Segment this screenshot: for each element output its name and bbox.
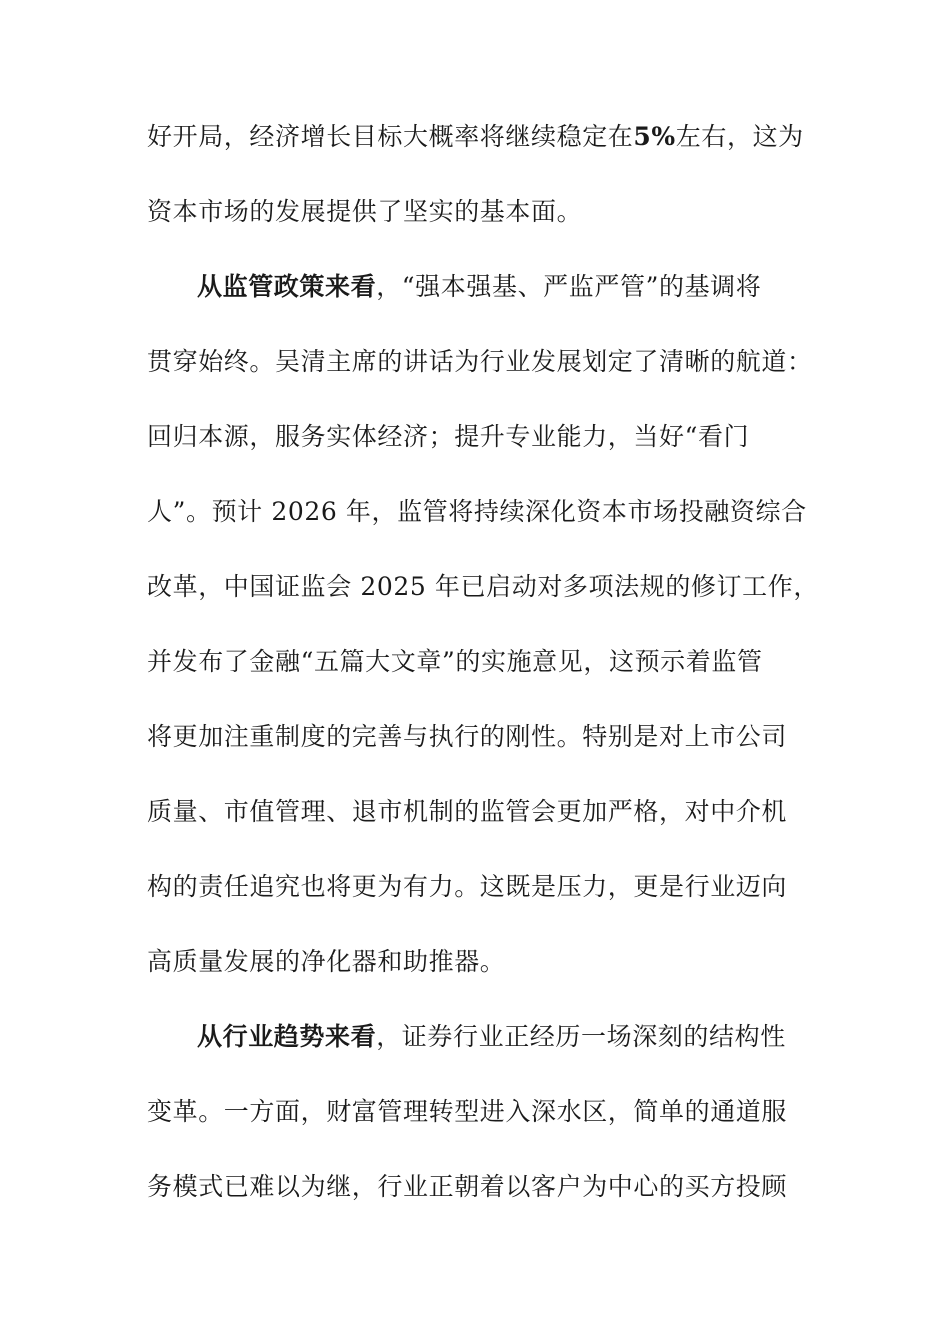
text-run: 高质量发展的净化器和助推器。 — [147, 947, 506, 976]
text-run: ，证券行业正经历一场深刻的结构性 — [376, 1022, 786, 1051]
text-line — [147, 343, 812, 380]
text-line — [147, 1168, 812, 1205]
bold-text-run: 5% — [633, 122, 676, 151]
text-line — [147, 1093, 812, 1130]
text-line — [147, 868, 812, 905]
text-line — [147, 193, 812, 230]
text-line — [147, 118, 812, 155]
text-run: 将更加注重制度的完善与执行的刚性。特别是对上市公司 — [147, 722, 788, 751]
text-run: ，“强本强基、严监严管”的基调将 — [376, 272, 762, 301]
text-line — [147, 793, 812, 830]
text-line — [147, 643, 812, 680]
text-line — [147, 568, 819, 605]
text-run: 人”。预计 2026 年，监管将持续深化资本市场投融资综合 — [147, 497, 807, 526]
text-line — [147, 718, 812, 755]
bold-text-run: 从行业趋势来看 — [197, 1022, 377, 1051]
text-run: 改革，中国证监会 2025 年已启动对多项法规的修订工作， — [147, 572, 819, 601]
text-run: 质量、市值管理、退市机制的监管会更加严格，对中介机 — [147, 797, 788, 826]
text-run: 资本市场的发展提供了坚实的基本面。 — [147, 197, 583, 226]
text-line — [147, 493, 812, 530]
body-text — [147, 118, 819, 1243]
text-line — [147, 1018, 812, 1055]
text-run: 好开局，经济增长目标大概率将继续稳定在 — [147, 122, 634, 151]
text-run: 构的责任追究也将更为有力。这既是压力，更是行业迈向 — [147, 872, 788, 901]
text-line — [147, 418, 812, 455]
text-run: 务模式已难以为继，行业正朝着以客户为中心的买方投顾 — [147, 1172, 788, 1201]
text-run: 并发布了金融“五篇大文章”的实施意见，这预示着监管 — [147, 647, 763, 676]
text-line — [147, 268, 812, 305]
text-run: 贯穿始终。吴清主席的讲话为行业发展划定了清晰的航道： — [147, 347, 813, 376]
text-run: 变革。一方面，财富管理转型进入深水区，简单的通道服 — [147, 1097, 788, 1126]
text-run: 回归本源，服务实体经济；提升专业能力，当好“看门 — [147, 422, 750, 451]
text-line — [147, 943, 812, 980]
bold-text-run: 从监管政策来看 — [197, 272, 377, 301]
text-run: 左右，这为 — [675, 122, 804, 151]
